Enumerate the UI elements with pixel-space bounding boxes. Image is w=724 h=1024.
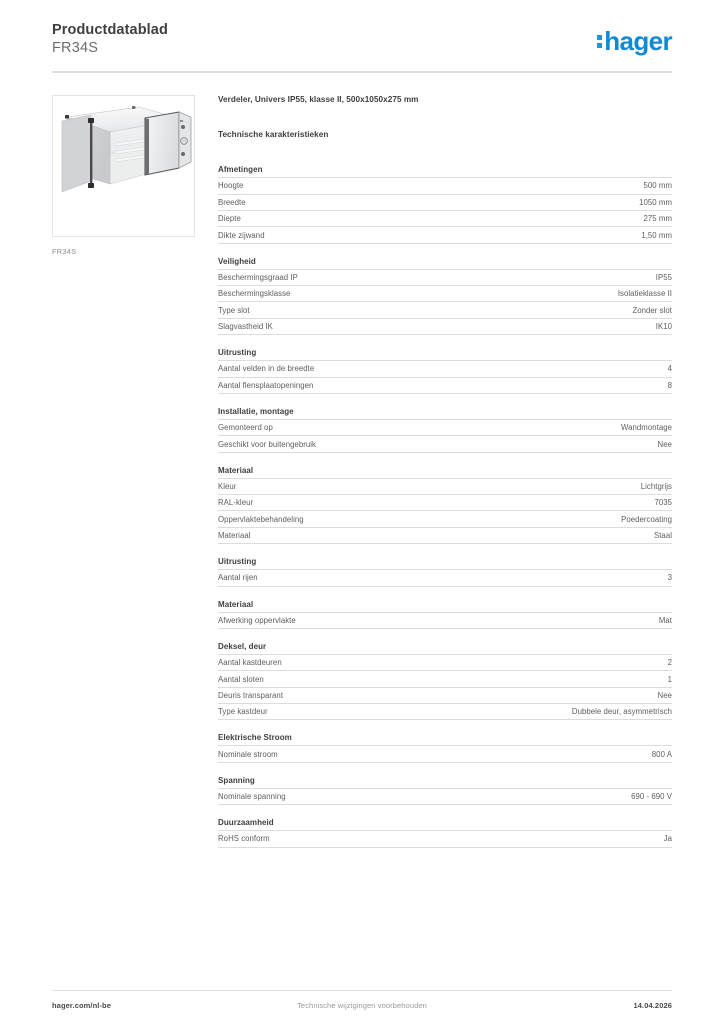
spec-label: Aantal sloten <box>218 674 264 684</box>
spec-value: IK10 <box>655 322 672 332</box>
spec-group-title: Materiaal <box>218 600 672 613</box>
specifications-column <box>218 95 672 847</box>
product-image <box>52 95 195 237</box>
spec-group-title: Uitrusting <box>218 557 672 570</box>
footer-disclaimer: Technische wijzigingen voorbehouden <box>297 1001 427 1010</box>
spec-label: Breedte <box>218 197 246 207</box>
page-footer <box>52 990 672 1010</box>
spec-value: Nee <box>657 439 672 449</box>
spec-row <box>218 688 672 704</box>
spec-group <box>218 466 672 545</box>
spec-value: Zonder slot <box>632 305 672 315</box>
spec-group-title: Deksel, deur <box>218 642 672 655</box>
spec-value: 8 <box>667 380 672 390</box>
spec-row <box>218 613 672 629</box>
spec-value: IP55 <box>655 272 672 282</box>
spec-label: Materiaal <box>218 531 251 541</box>
page-header <box>52 0 672 57</box>
spec-value: 7035 <box>654 498 672 508</box>
footer-content <box>52 991 672 1010</box>
spec-row <box>218 789 672 805</box>
page-content <box>52 73 672 847</box>
spec-value: 500 mm <box>643 181 672 191</box>
product-description: Verdeler, Univers IP55, klasse II, 500x1050x275 mm <box>218 95 419 105</box>
spec-group-title: Materiaal <box>218 466 672 479</box>
spec-row <box>218 286 672 302</box>
hager-logo <box>597 28 672 54</box>
spec-value: 1 <box>667 674 672 684</box>
spec-group <box>218 818 672 847</box>
spec-label: Oppervlaktebehandeling <box>218 514 304 524</box>
spec-group-title: Duurzaamheid <box>218 818 672 831</box>
spec-group <box>218 642 672 721</box>
spec-group <box>218 557 672 586</box>
spec-group-title: Afmetingen <box>218 165 672 178</box>
spec-label: Slagvastheid IK <box>218 322 273 332</box>
spec-row <box>218 227 672 243</box>
spec-row <box>218 195 672 211</box>
spec-value: Ja <box>663 834 672 844</box>
product-image-caption: FR34S <box>52 247 77 257</box>
spec-label: Deuris transparant <box>218 690 284 700</box>
spec-value: Lichtgrijs <box>640 481 672 491</box>
logo-wordmark: hager <box>604 26 672 56</box>
spec-label: RoHS conform <box>218 834 270 844</box>
footer-website-link[interactable]: hager.com/nl-be <box>52 1001 112 1010</box>
spec-label: Aantal flensplaatopeningen <box>218 380 314 390</box>
spec-value: 1,50 mm <box>641 230 672 240</box>
spec-group-title: Elektrische Stroom <box>218 733 672 746</box>
spec-row <box>218 570 672 586</box>
spec-group <box>218 257 672 336</box>
product-figure <box>52 95 195 256</box>
spec-value: 4 <box>667 364 672 374</box>
product-reference: FR34S <box>52 40 99 57</box>
spec-value: 3 <box>667 573 672 583</box>
page-title: Productdatablad <box>52 22 168 38</box>
spec-value: Poedercoating <box>621 514 672 524</box>
spec-value: 690 - 690 V <box>631 792 672 802</box>
spec-label: Dikte zijwand <box>218 230 265 240</box>
spec-value: Dubbele deur, asymmetrisch <box>571 707 672 717</box>
spec-value: 800 A <box>651 749 672 759</box>
spec-label: Geschikt voor buitengebruik <box>218 439 316 449</box>
spec-label: Hoogte <box>218 181 244 191</box>
spec-value: Staal <box>653 531 672 541</box>
spec-row <box>218 420 672 436</box>
spec-row <box>218 479 672 495</box>
spec-label: Diepte <box>218 214 241 224</box>
spec-row <box>218 704 672 720</box>
spec-value: Mat <box>658 615 672 625</box>
product-image-column <box>52 95 204 256</box>
header-titles <box>52 22 168 57</box>
spec-row <box>218 436 672 452</box>
spec-row <box>218 528 672 544</box>
spec-group <box>218 733 672 762</box>
spec-row <box>218 211 672 227</box>
spec-row <box>218 831 672 847</box>
spec-value: Isolatieklasse II <box>617 289 672 299</box>
footer-date: 14.04.2026 <box>633 1001 673 1010</box>
spec-row <box>218 302 672 318</box>
spec-label: Beschermingsgraad IP <box>218 272 298 282</box>
spec-group <box>218 165 672 244</box>
logo-colon-icon <box>597 35 602 48</box>
spec-label: RAL-kleur <box>218 498 254 508</box>
spec-label: Gemonteerd op <box>218 423 273 433</box>
enclosure-illustration-icon <box>53 96 194 236</box>
specifications-table <box>218 165 672 847</box>
spec-group-title: Installatie, montage <box>218 407 672 420</box>
spec-row <box>218 361 672 377</box>
spec-row <box>218 378 672 394</box>
spec-group <box>218 407 672 453</box>
spec-label: Kleur <box>218 481 237 491</box>
spec-group <box>218 348 672 394</box>
spec-row <box>218 178 672 194</box>
spec-value: 1050 mm <box>639 197 672 207</box>
spec-value: 275 mm <box>643 214 672 224</box>
spec-row <box>218 746 672 762</box>
spec-row <box>218 270 672 286</box>
spec-row <box>218 495 672 511</box>
spec-group <box>218 776 672 805</box>
spec-value: 2 <box>667 658 672 668</box>
spec-label: Nominale spanning <box>218 792 286 802</box>
spec-label: Aantal velden in de breedte <box>218 364 315 374</box>
spec-label: Nominale stroom <box>218 749 278 759</box>
spec-label: Type kastdeur <box>218 707 268 717</box>
spec-label: Type slot <box>218 305 250 315</box>
spec-label: Afwerking oppervlakte <box>218 615 296 625</box>
spec-row <box>218 319 672 335</box>
spec-group-title: Spanning <box>218 776 672 789</box>
spec-row <box>218 511 672 527</box>
spec-row <box>218 655 672 671</box>
specifications-heading: Technische karakteristieken <box>218 130 329 140</box>
spec-row <box>218 671 672 687</box>
spec-label: Aantal rijen <box>218 573 258 583</box>
spec-group-title: Uitrusting <box>218 348 672 361</box>
spec-group-title: Veiligheid <box>218 257 672 270</box>
spec-group <box>218 600 672 629</box>
spec-value: Wandmontage <box>621 423 672 433</box>
spec-value: Nee <box>657 690 672 700</box>
spec-label: Aantal kastdeuren <box>218 658 282 668</box>
spec-label: Beschermingsklasse <box>218 289 291 299</box>
